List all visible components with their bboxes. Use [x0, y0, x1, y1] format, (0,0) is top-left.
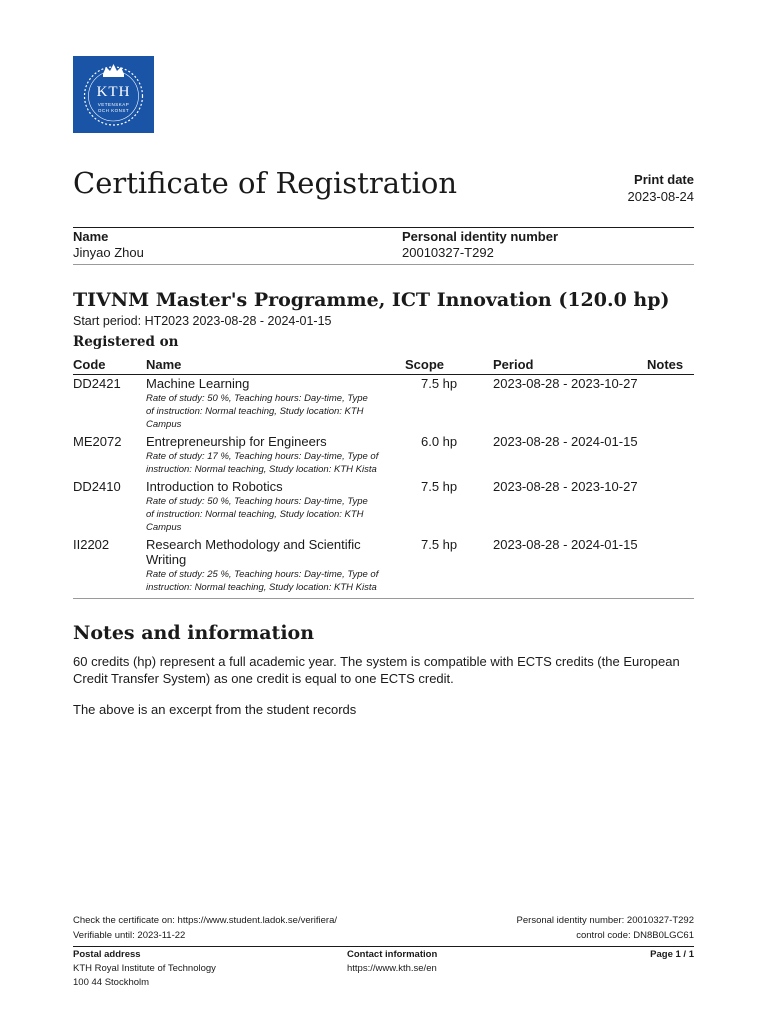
course-desc-2: of instruction: Normal teaching, Study location: KTH [146, 406, 364, 417]
page-number: Page 1 / 1 [650, 949, 694, 960]
divider [73, 227, 694, 228]
footer-pin: Personal identity number: 20010327-T292 [516, 915, 694, 926]
col-header-notes: Notes [647, 357, 684, 372]
col-header-scope: Scope [405, 357, 445, 372]
table-row [0, 376, 768, 434]
footer-verifiable: Verifiable until: 2023-11-22 [73, 930, 186, 941]
course-desc-1: Rate of study: 25 %, Teaching hours: Day-time, Type of [146, 569, 379, 580]
student-name: Jinyao Zhou [73, 245, 144, 260]
course-name: Introduction to Robotics [146, 479, 283, 494]
pin-label: Personal identity number [402, 229, 559, 244]
col-header-code: Code [73, 357, 106, 372]
contact-url[interactable]: https://www.kth.se/en [347, 963, 437, 974]
logo-text: KTH [96, 84, 131, 100]
print-date: 2023-08-24 [627, 189, 694, 204]
course-desc-2: instruction: Normal teaching, Study location: KTH Kista [146, 582, 377, 593]
col-header-name: Name [146, 357, 182, 372]
course-desc-1: Rate of study: 50 %, Teaching hours: Day-time, Type [146, 393, 368, 404]
table-header-divider [73, 374, 694, 375]
course-scope: 7.5 hp [421, 479, 458, 494]
table-row [0, 434, 768, 479]
course-period: 2023-08-28 - 2024-01-15 [493, 434, 638, 449]
course-period: 2023-08-28 - 2024-01-15 [493, 537, 638, 552]
course-name: Research Methodology and Scientific [146, 537, 361, 552]
course-desc-3: Campus [146, 522, 182, 533]
course-period: 2023-08-28 - 2023-10-27 [493, 376, 638, 391]
postal-label: Postal address [73, 949, 141, 960]
course-desc-3: Campus [146, 419, 182, 430]
table-row [0, 479, 768, 537]
course-code: DD2421 [73, 376, 121, 391]
kth-logo [73, 56, 154, 133]
page-title: Certificate of Registration [73, 166, 458, 200]
logo-motto-2: OCH KONST [97, 108, 130, 113]
programme-title: TIVNM Master's Programme, ICT Innovation (120.0 hp) [73, 289, 670, 311]
course-name: Machine Learning [146, 376, 250, 391]
logo-motto-1: VETENSKAP [97, 102, 130, 107]
notes-para-2: The above is an excerpt from the student records [73, 702, 357, 717]
course-code: DD2410 [73, 479, 121, 494]
course-scope: 7.5 hp [421, 376, 458, 391]
postal-line-2: 100 44 Stockholm [73, 977, 150, 988]
name-label: Name [73, 229, 109, 244]
registered-on-heading: Registered on [73, 334, 179, 350]
print-date-label: Print date [634, 172, 694, 187]
course-scope: 6.0 hp [421, 434, 458, 449]
divider [73, 264, 694, 265]
course-desc-1: Rate of study: 17 %, Teaching hours: Day-time, Type of [146, 451, 379, 462]
course-code: ME2072 [73, 434, 122, 449]
table-bottom-divider [73, 598, 694, 599]
notes-para-1-line-1: 60 credits (hp) represent a full academic year. The system is compatible with ECTS credits (the European [73, 654, 680, 669]
footer-control-code: control code: DN8B0LGC61 [576, 930, 694, 941]
student-pin: 20010327-T292 [402, 245, 494, 260]
course-scope: 7.5 hp [421, 537, 458, 552]
course-period: 2023-08-28 - 2023-10-27 [493, 479, 638, 494]
footer-check-url[interactable]: Check the certificate on: https://www.student.ladok.se/verifiera/ [73, 915, 338, 926]
course-desc-1: Rate of study: 50 %, Teaching hours: Day-time, Type [146, 496, 368, 507]
notes-para-1-line-2: Credit Transfer System) as one credit is equal to one ECTS credit. [73, 671, 454, 686]
table-row [0, 537, 768, 597]
course-name-line2: Writing [146, 552, 187, 567]
contact-label: Contact information [347, 949, 438, 960]
course-desc-2: instruction: Normal teaching, Study location: KTH Kista [146, 464, 377, 475]
course-desc-2: of instruction: Normal teaching, Study location: KTH [146, 509, 364, 520]
postal-line-1: KTH Royal Institute of Technology [73, 963, 216, 974]
course-code: II2202 [73, 537, 110, 552]
col-header-period: Period [493, 357, 534, 372]
course-name: Entrepreneurship for Engineers [146, 434, 327, 449]
notes-heading: Notes and information [73, 622, 315, 644]
start-period: Start period: HT2023 2023-08-28 - 2024-01-15 [73, 314, 332, 328]
